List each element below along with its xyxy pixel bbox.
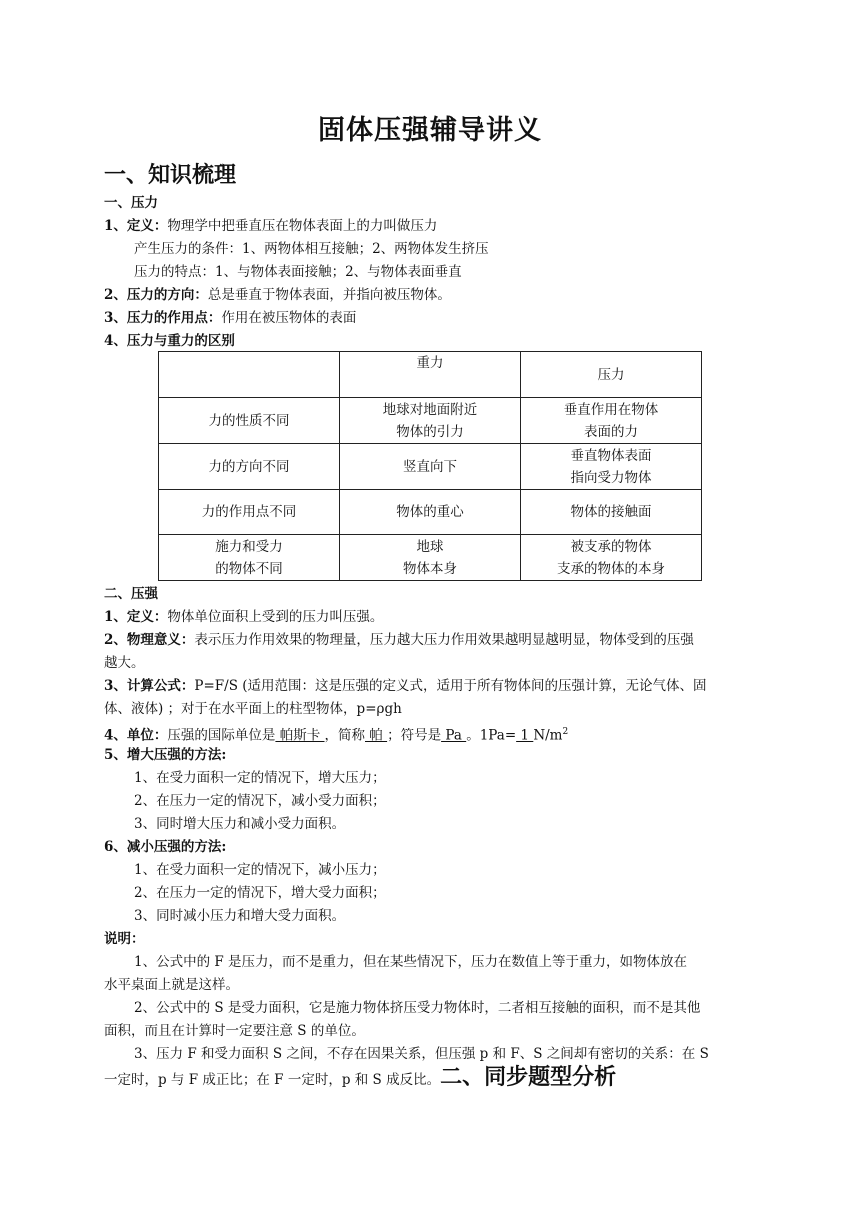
note-2: 2、公式中的 S 是受力面积，它是施力物体挤压受力物体时，二者相互接触的面积，而不是其他 [134,1000,701,1016]
label: 4、单位： [104,727,168,744]
table-cell: 地球对地面附近 物体的引力 [340,398,521,444]
list-item: 3、同时增大压力和减小受力面积。 [134,816,346,832]
p-formula-cont: 体、液体) ；对于在水平面上的柱型物体，p=ρgh [104,701,402,717]
table-cell: 被支承的物体 支承的物体的本身 [521,535,702,581]
table-cell: 物体的接触面 [521,490,702,535]
text: 物理学中把垂直压在物体表面上的力叫做压力 [167,218,438,234]
table-cell: 力的作用点不同 [159,490,340,535]
list-item: 3、同时减小压力和增大受力面积。 [134,908,346,924]
table-cell: 压力 [521,352,702,398]
table-row [159,535,702,581]
table-cell: 垂直物体表面 指向受力物体 [521,444,702,490]
subheading-pressure-force: 一、压力 [104,195,158,211]
p-increase-heading: 5、增大压强的方法: [104,747,227,763]
label: 3、计算公式： [104,678,195,694]
pf-feature: 压力的特点：1、与物体表面接触；2、与物体表面垂直 [134,264,462,280]
table-row [159,444,702,490]
table-cell: 地球 物体本身 [340,535,521,581]
p-meaning-cont: 越大。 [104,655,145,671]
subheading-pressure: 二、压强 [104,586,158,602]
text: 总是垂直于物体表面，并指向被压物体。 [207,287,451,303]
label: 2、压力的方向： [104,287,208,303]
text: 物体单位面积上受到的压力叫压强。 [167,609,384,625]
note-1: 1、公式中的 F 是压力，而不是重力，但在某些情况下，压力在数值上等于重力，如物体放在 [134,954,688,970]
note-heading: 说明： [104,931,145,947]
pf-definition [104,217,764,235]
label: 2、物理意义： [104,632,195,648]
pf-condition: 产生压力的条件：1、两物体相互接触；2、两物体发生挤压 [134,241,489,257]
table-cell: 垂直作用在物体 表面的力 [521,398,702,444]
comparison-table [158,351,702,581]
pf-diff-heading: 4、压力与重力的区别 [104,333,235,349]
table-cell: 物体的重心 [340,490,521,535]
blank-answer: 1 [516,727,534,744]
label: 1、定义： [104,218,168,234]
blank-answer: Pa [441,727,467,744]
table-cell: 力的性质不同 [159,398,340,444]
p-unit [104,723,764,745]
superscript: 2 [562,727,569,737]
blank-answer: 帕斯卡 [275,727,325,744]
text: P=F/S (适用范围：这是压强的定义式，适用于所有物体间的压强计算，无论气体、固 [194,678,707,694]
text: ；符号是 [387,727,442,744]
text: N/m [533,727,563,744]
note-3-cont [104,1064,764,1090]
p-formula [104,677,764,695]
label: 1、定义： [104,609,168,625]
text: 。1Pa= [466,727,517,744]
table-cell: 施力和受力 的物体不同 [159,535,340,581]
list-item: 1、在受力面积一定的情况下，减小压力； [134,862,386,878]
note-2-cont: 面积，而且在计算时一定要注意 S 的单位。 [104,1023,365,1039]
pf-direction [104,286,764,304]
table-cell: 重力 [340,352,521,398]
text: 作用在被压物体的表面 [221,310,357,326]
table-cell [159,352,340,398]
section-heading-knowledge: 一、知识梳理 [104,162,237,188]
table-cell: 竖直向下 [340,444,521,490]
text: 表示压力作用效果的物理量，压力越大压力作用效果越明显越明显，物体受到的压强 [194,632,694,648]
section-heading-exercises: 二、同步题型分析 [440,1064,617,1090]
blank-answer: 帕 [365,727,388,744]
list-item: 2、在压力一定的情况下，减小受力面积； [134,793,386,809]
list-item: 1、在受力面积一定的情况下，增大压力； [134,770,386,786]
note-3: 3、压力 F 和受力面积 S 之间，不存在因果关系，但压强 p 和 F、S 之间却有密切的关系：在 S [134,1046,709,1062]
text: 一定时，p 与 F 成正比；在 F 一定时，p 和 S 成反比。 [104,1072,441,1088]
note-1-cont: 水平桌面上就是这样。 [104,977,239,993]
p-decrease-heading: 6、减小压强的方法: [104,839,227,855]
table-row [159,352,702,398]
page-title: 固体压强辅导讲义 [318,115,542,146]
table-cell: 力的方向不同 [159,444,340,490]
table-row [159,490,702,535]
table-row [159,398,702,444]
text: 压强的国际单位是 [167,727,276,744]
p-definition [104,608,764,626]
label: 3、压力的作用点： [104,310,222,326]
pf-point [104,309,764,327]
p-meaning [104,631,764,649]
list-item: 2、在压力一定的情况下，增大受力面积； [134,885,386,901]
text: ，简称 [324,727,365,744]
